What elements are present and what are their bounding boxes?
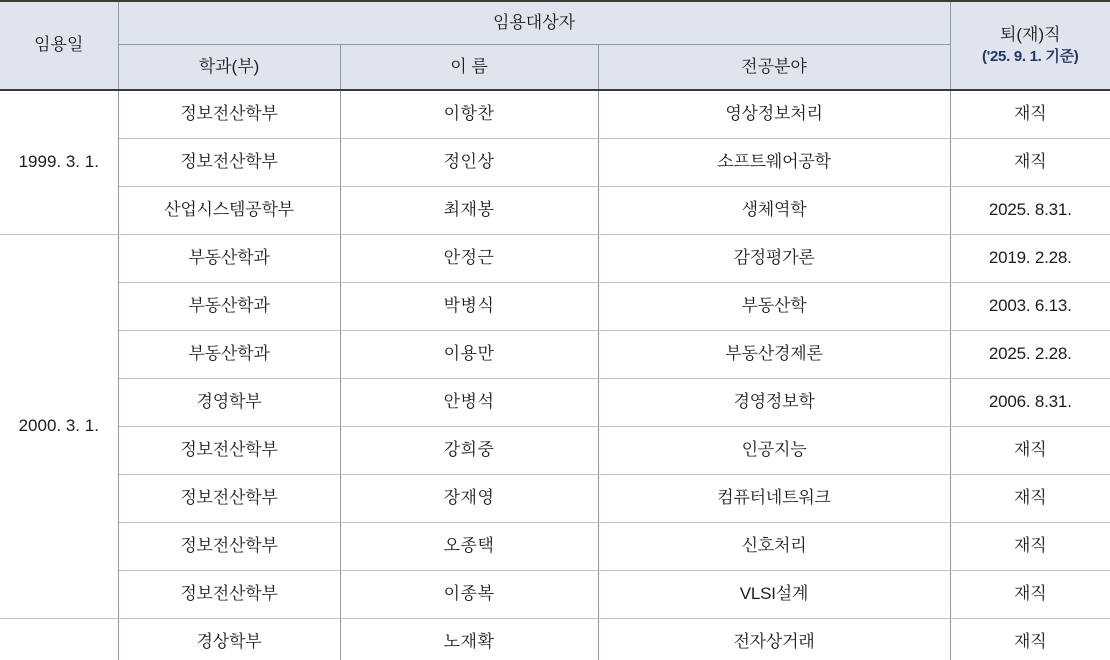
table-row: [0, 235, 1110, 283]
column-header-target-group: 임용대상자: [118, 1, 950, 45]
cell-status: 2025. 8.31.: [950, 187, 1110, 235]
cell-status: 2019. 2.28.: [950, 235, 1110, 283]
cell-name: 오종택: [340, 523, 598, 571]
cell-major: 소프트웨어공학: [598, 139, 950, 187]
cell-name: 박병식: [340, 283, 598, 331]
column-header-name: 이 름: [340, 45, 598, 91]
cell-department: 정보전산학부: [118, 139, 340, 187]
column-header-appoint-date: 임용일: [0, 1, 118, 90]
cell-name: 이용만: [340, 331, 598, 379]
cell-name: 안정근: [340, 235, 598, 283]
cell-department: 부동산학과: [118, 235, 340, 283]
column-header-status-sub: ('25. 9. 1. 기준): [982, 47, 1079, 65]
cell-major: 생체역학: [598, 187, 950, 235]
cell-department: 부동산학과: [118, 283, 340, 331]
cell-status: 재직: [950, 619, 1110, 660]
cell-department: 정보전산학부: [118, 90, 340, 139]
cell-status: 2025. 2.28.: [950, 331, 1110, 379]
cell-department: 부동산학과: [118, 331, 340, 379]
column-header-major: 전공분야: [598, 45, 950, 91]
cell-department: 정보전산학부: [118, 571, 340, 619]
cell-name: 노재확: [340, 619, 598, 660]
table-row: [0, 427, 1110, 475]
cell-name: 이항찬: [340, 90, 598, 139]
cell-department: 경상학부: [118, 619, 340, 660]
table-row: [0, 139, 1110, 187]
table-body: [0, 90, 1110, 660]
cell-status: 2006. 8.31.: [950, 379, 1110, 427]
cell-major: 경영정보학: [598, 379, 950, 427]
cell-appoint-date: 1999. 3. 1.: [0, 90, 118, 235]
column-header-status-main: 퇴(재)직: [999, 24, 1061, 44]
cell-department: 정보전산학부: [118, 523, 340, 571]
table-row: [0, 619, 1110, 660]
cell-appoint-date: 2000. 3. 1.: [0, 235, 118, 619]
cell-department: 정보전산학부: [118, 427, 340, 475]
cell-major: 영상정보처리: [598, 90, 950, 139]
table-row: [0, 90, 1110, 139]
cell-appoint-date: [0, 619, 118, 660]
cell-status: 재직: [950, 523, 1110, 571]
cell-major: 전자상거래: [598, 619, 950, 660]
column-header-status: [950, 1, 1110, 90]
cell-status: 재직: [950, 475, 1110, 523]
cell-major: 컴퓨터네트워크: [598, 475, 950, 523]
table-row: [0, 475, 1110, 523]
cell-major: 부동산경제론: [598, 331, 950, 379]
table-row: [0, 379, 1110, 427]
cell-major: 인공지능: [598, 427, 950, 475]
cell-name: 장재영: [340, 475, 598, 523]
cell-status: 재직: [950, 427, 1110, 475]
cell-status: 재직: [950, 571, 1110, 619]
cell-major: 신호처리: [598, 523, 950, 571]
cell-name: 안병석: [340, 379, 598, 427]
cell-name: 강희중: [340, 427, 598, 475]
table-header-row-2: [0, 45, 1110, 91]
column-header-department: 학과(부): [118, 45, 340, 91]
table-header: [0, 1, 1110, 90]
cell-department: 산업시스템공학부: [118, 187, 340, 235]
table-header-row-1: [0, 1, 1110, 45]
cell-major: VLSI설계: [598, 571, 950, 619]
cell-major: 부동산학: [598, 283, 950, 331]
cell-department: 정보전산학부: [118, 475, 340, 523]
cell-status: 재직: [950, 90, 1110, 139]
cell-status: 재직: [950, 139, 1110, 187]
table-row: [0, 523, 1110, 571]
cell-name: 정인상: [340, 139, 598, 187]
cell-status: 2003. 6.13.: [950, 283, 1110, 331]
cell-name: 이종복: [340, 571, 598, 619]
cell-major: 감정평가론: [598, 235, 950, 283]
table-row: [0, 571, 1110, 619]
cell-department: 경영학부: [118, 379, 340, 427]
table-row: [0, 331, 1110, 379]
table-row: [0, 187, 1110, 235]
cell-name: 최재봉: [340, 187, 598, 235]
table-row: [0, 283, 1110, 331]
